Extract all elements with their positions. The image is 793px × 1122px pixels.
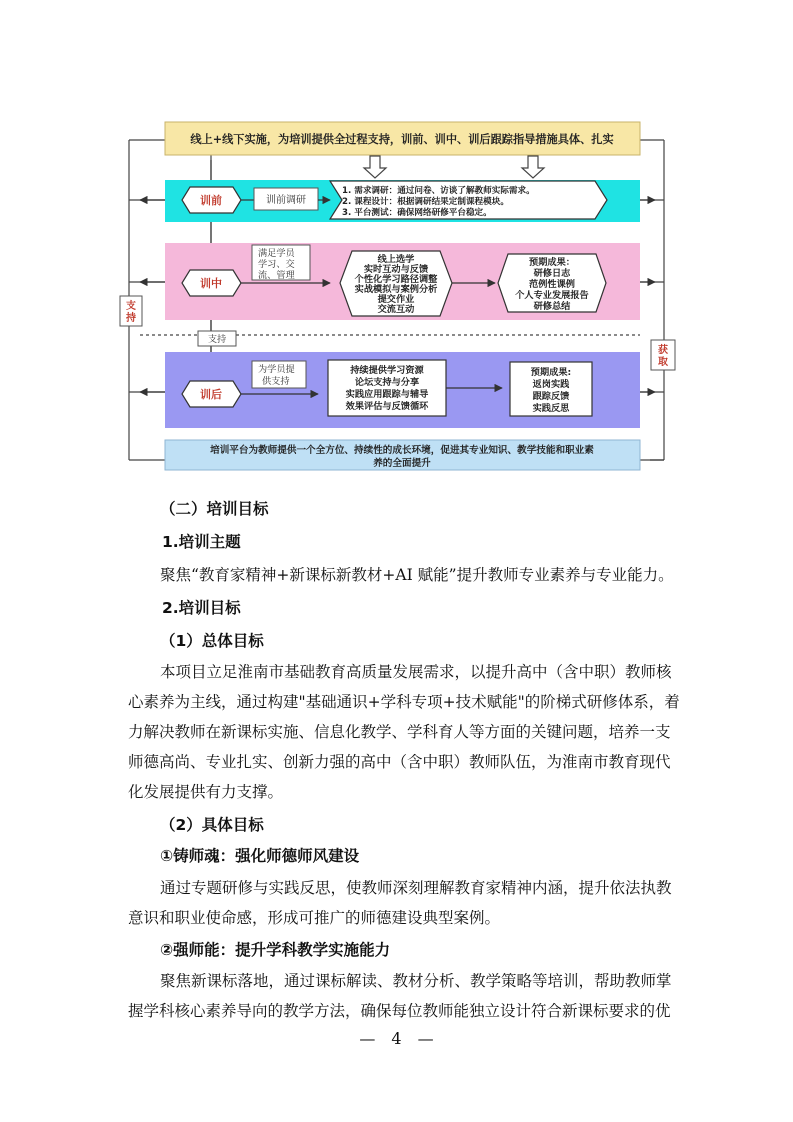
heading-soul: ①铸师魂：强化师德师风建设 [160,847,360,865]
post-result-line-2: 返岗实践 [532,379,570,390]
section-heading: （二）培训目标 [160,500,269,518]
mid-hex-line-1: 线上选学 [377,254,415,265]
left-label-char-1: 支 [126,301,136,312]
post-training-tag: 训后 [200,388,222,401]
down-arrow-icons [364,156,544,178]
mid-note-line-1: 满足学员 [258,248,295,259]
mid-note-line-2: 学习、交 [258,259,295,270]
overall-line-4: 师德高尚、专业扎实、创新力强的高中（含中职）教师队伍，为淮南市教育现代 [128,753,671,771]
heading-overall: （1）总体目标 [160,632,264,650]
bottom-banner-line-2: 养的全面提升 [373,458,431,469]
pre-item-3: 3. 平台测试：确保网络研修平台稳定。 [342,208,492,218]
mid-note-line-3: 流、管理 [258,270,295,281]
heading-theme: 1.培训主题 [162,533,241,551]
mid-result-line-2: 研修日志 [533,268,571,279]
mid-training-tag: 训中 [200,277,222,290]
mid-hex-line-2: 实时互动与反馈 [363,264,429,275]
soul-line-1: 通过专题研修与实践反思，使教师深刻理解教育家精神内涵，提升依法执教 [160,879,672,897]
mid-result-line-5: 研修总结 [533,301,571,312]
overall-line-5: 化发展提供有力支撑。 [128,783,284,801]
paragraph-theme: 聚焦“教育家精神+新课标新教材+AI 赋能”提升教师专业素养与专业能力。 [160,566,674,584]
post-note-line-1: 为学员提 [258,364,295,375]
right-label-char-1: 获 [658,345,668,356]
overall-line-1: 本项目立足淮南市基础教育高质量发展需求，以提升高中（含中职）教师核 [160,663,672,681]
pre-item-1: 1. 需求调研：通过问卷、访谈了解教师实际需求。 [342,186,535,196]
mid-hex-line-5: 提交作业 [377,294,415,305]
page-number: — 4 — [359,1029,434,1048]
bottom-banner-line-1: 培训平台为教师提供一个全方位、持续性的成长环境，促进其专业知识、教学技能和职业素 [210,445,594,456]
post-note-line-2: 供支持 [262,376,290,387]
support-label: 支持 [207,334,227,345]
mid-hex-line-4: 实战模拟与案例分析 [354,284,438,295]
mid-result-line-3: 范例性课例 [529,279,575,290]
heading-ability: ②强师能：提升学科教学实施能力 [160,941,391,959]
soul-line-2: 意识和职业使命感，形成可推广的师德建设典型案例。 [128,909,501,927]
heading-goals: 2.培训目标 [162,599,241,617]
pre-training-tag: 训前 [200,194,222,207]
ability-line-1: 聚焦新课标落地，通过课标解读、教材分析、教学策略等培训，帮助教师掌 [160,972,672,990]
training-process-diagram [0,0,793,480]
top-banner-text: 线上+线下实施，为培训提供全过程支持，训前、训中、训后跟踪指导措施具体、扎实 [190,133,614,146]
post-box-line-2: 论坛支持与分享 [354,377,420,388]
mid-hex-line-6: 交流互动 [377,304,415,315]
post-box-line-4: 效果评估与反馈循环 [345,401,429,412]
right-label-char-2: 取 [658,357,668,368]
mid-result-line-1: 预期成果： [529,257,575,268]
pre-training-step: 训前调研 [266,195,306,206]
post-result-line-1: 预期成果: [530,367,572,378]
post-box-line-3: 实践应用跟踪与辅导 [345,389,429,400]
pre-item-2: 2. 课程设计：根据调研结果定制课程模块。 [342,197,509,207]
overall-line-3: 力解决教师在新课标实施、信息化教学、学科育人等方面的关键问题，培养一支 [128,723,671,741]
mid-result-line-4: 个人专业发展报告 [515,290,589,301]
post-box-line-1: 持续提供学习资源 [350,365,424,376]
overall-line-2: 心素养为主线，通过构建"基础通识+学科专项+技术赋能"的阶梯式研修体系，着 [128,693,680,711]
heading-specific: （2）具体目标 [160,816,264,834]
mid-hex-line-3: 个性化学习路径调整 [354,274,438,285]
post-result-line-3: 跟踪反馈 [532,391,570,402]
ability-line-2: 握学科核心素养导向的教学方法，确保每位教师能独立设计符合新课标要求的优 [128,1002,671,1020]
left-label-char-2: 持 [126,313,136,324]
post-result-line-4: 实践反思 [532,403,570,414]
